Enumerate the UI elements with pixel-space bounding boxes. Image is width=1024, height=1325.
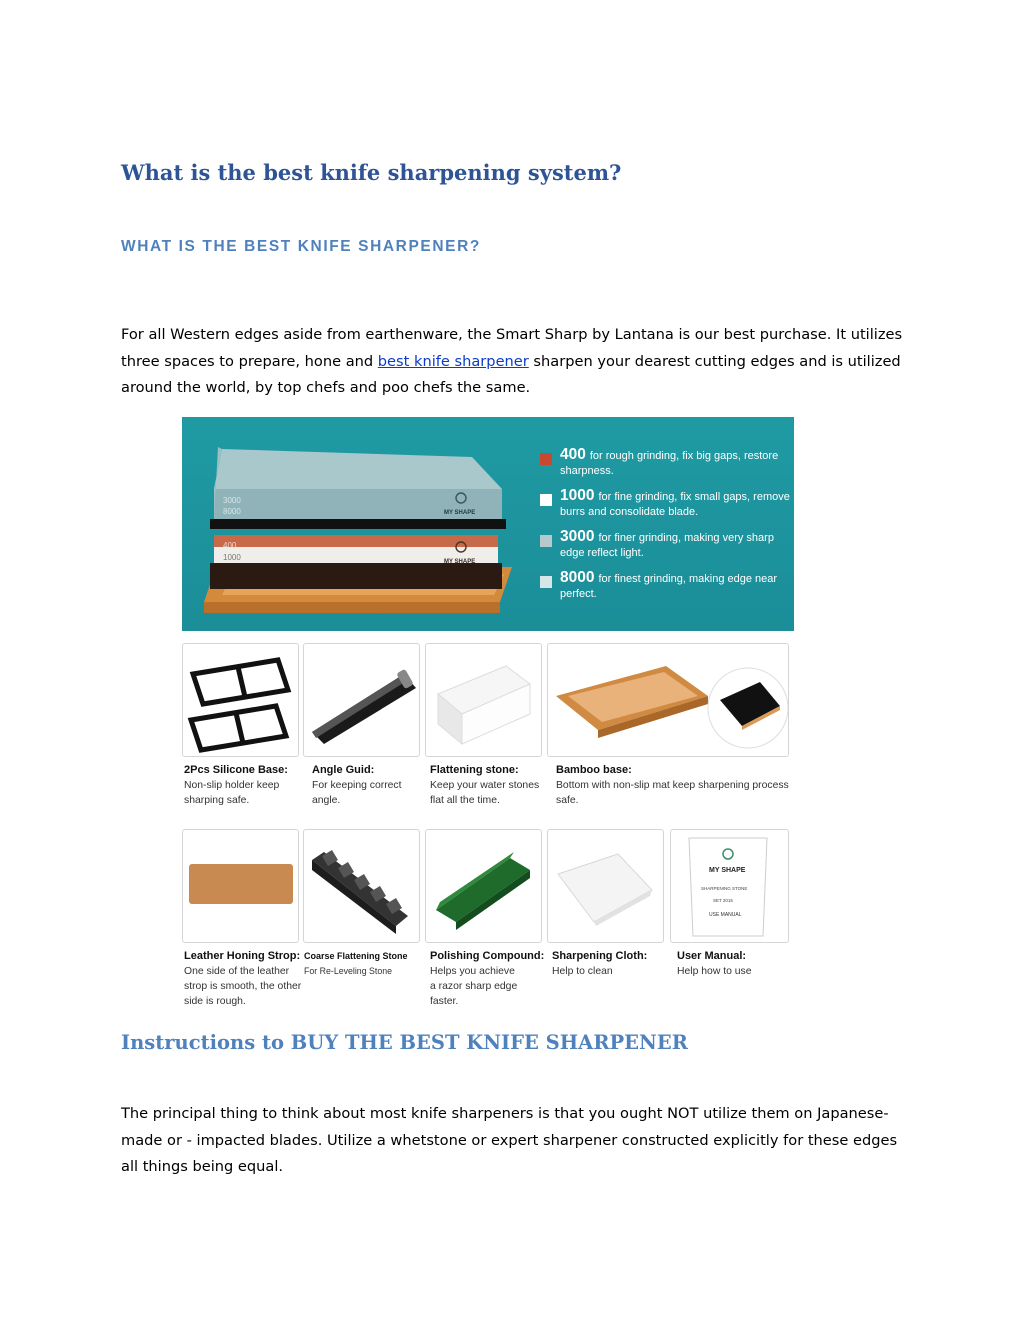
leather-strop-image [182,829,299,943]
bamboo-base-icon [548,644,788,756]
brand-mark: MY SHAPE [444,510,476,516]
flattening-stone-icon [426,644,541,756]
grit-item [540,447,790,488]
accessory-desc: Bottom with non-slip mat keep sharpening process safe. [556,780,789,806]
manual-line: SET 2015 [713,898,733,903]
grit-swatch [540,494,552,506]
grit-description: for finer grinding, making very sharp edge reflect light. [560,532,774,559]
accessory-caption [552,949,672,979]
accessory-desc: Helps you achieve a razor sharp edge faster. [430,966,518,1007]
polishing-compound-icon [426,830,541,942]
accessory-title: Sharpening Cloth: [552,950,648,962]
grit-number: 1000 [560,487,595,504]
silicone-base-image [182,643,299,757]
bamboo-base-image [547,643,789,757]
accessory-desc: One side of the leather strop is smooth, the other side is rough. [184,966,302,1007]
accessory-desc: For Re-Leveling Stone [304,966,393,976]
sharpener-link[interactable]: best knife sharpener [377,352,529,370]
accessory-title: Flattening stone: [430,764,519,776]
stone-grit-label: 400 [223,541,237,550]
grit-swatch [540,453,552,465]
grit-number: 400 [560,446,586,463]
section-heading: WHAT IS THE BEST KNIFE SHARPENER? [121,238,481,255]
grit-number: 8000 [560,569,595,586]
grit-description: for finest grinding, making edge near perfect. [560,573,778,600]
intro-paragraph [121,322,911,402]
manual-line: USE MANUAL [709,912,742,918]
sharpening-cloth-icon [548,830,663,942]
instructions-heading: Instructions to BUY THE BEST KNIFE SHARPENER [121,1031,688,1054]
grit-item [540,570,790,611]
accessory-caption [184,763,302,808]
angle-guide-icon [304,644,419,756]
manual-brand: MY SHAPE [709,867,746,874]
accessory-caption [677,949,789,979]
coarse-stone-icon [304,830,419,942]
accessory-caption [304,949,429,979]
grit-item [540,529,790,570]
accessory-title: Leather Honing Strop: [184,950,301,962]
user-manual-image [670,829,789,943]
accessory-caption [430,763,552,808]
grit-swatch [540,535,552,547]
accessory-title: Polishing Compound: [430,950,545,962]
accessory-title: 2Pcs Silicone Base: [184,764,288,776]
sharpening-cloth-image [547,829,664,943]
accessory-desc: For keeping correct angle. [312,780,402,806]
accessory-title: User Manual: [677,950,747,962]
accessory-title: Angle Guid: [312,764,375,776]
grit-swatch [540,576,552,588]
accessory-title: Coarse Flattening Stone [304,951,408,961]
accessory-desc: Help to clean [552,966,613,977]
paragraph-text: sharpen your dearest cutting edges and is utilized around the world, by top chefs and poo chefs the same. [121,352,901,396]
instructions-paragraph: The principal thing to think about most knife sharpeners is that you ought NOT utilize them on Japanese-made or - impacted blades. Utilize a whetstone or expert sharpener constructed explicitly for these edges all things being equal. [121,1105,898,1175]
whetstone-banner [182,417,794,631]
product-image [182,417,794,1013]
grit-description: for fine grinding, fix small gaps, remove burrs and consolidate blade. [560,491,790,518]
accessory-desc: Keep your water stones flat all the time. [430,780,540,806]
accessory-desc: Help how to use [677,966,752,977]
flattening-stone-image [425,643,542,757]
grit-list [540,447,790,611]
manual-line: SHARPENING STONE [701,886,748,891]
stone-grit-label: 3000 [223,496,241,505]
grit-description: for rough grinding, fix big gaps, restore sharpness. [560,450,779,477]
accessory-desc: Non-slip holder keep sharping safe. [184,780,280,806]
accessory-caption [556,763,791,808]
accessory-title: Bamboo base: [556,764,632,776]
grit-number: 3000 [560,528,595,545]
grit-item [540,488,790,529]
accessory-caption [312,763,424,808]
leather-strop-icon [183,830,298,942]
brand-mark: MY SHAPE [444,559,476,565]
stone-grit-label: 1000 [223,553,241,562]
page-title: What is the best knife sharpening system? [121,160,622,185]
user-manual-icon [671,830,788,942]
coarse-stone-image [303,829,420,943]
stone-grit-label: 8000 [223,507,241,516]
angle-guide-image [303,643,420,757]
paragraph-text: For all Western edges aside from earthenware, the Smart Sharp by Lantana is our best purchase. It utilizes three spaces to prepare, hone and [121,326,903,370]
polishing-compound-image [425,829,542,943]
accessory-caption [184,949,304,1009]
silicone-base-icon [183,644,298,756]
accessory-caption [430,949,552,1009]
